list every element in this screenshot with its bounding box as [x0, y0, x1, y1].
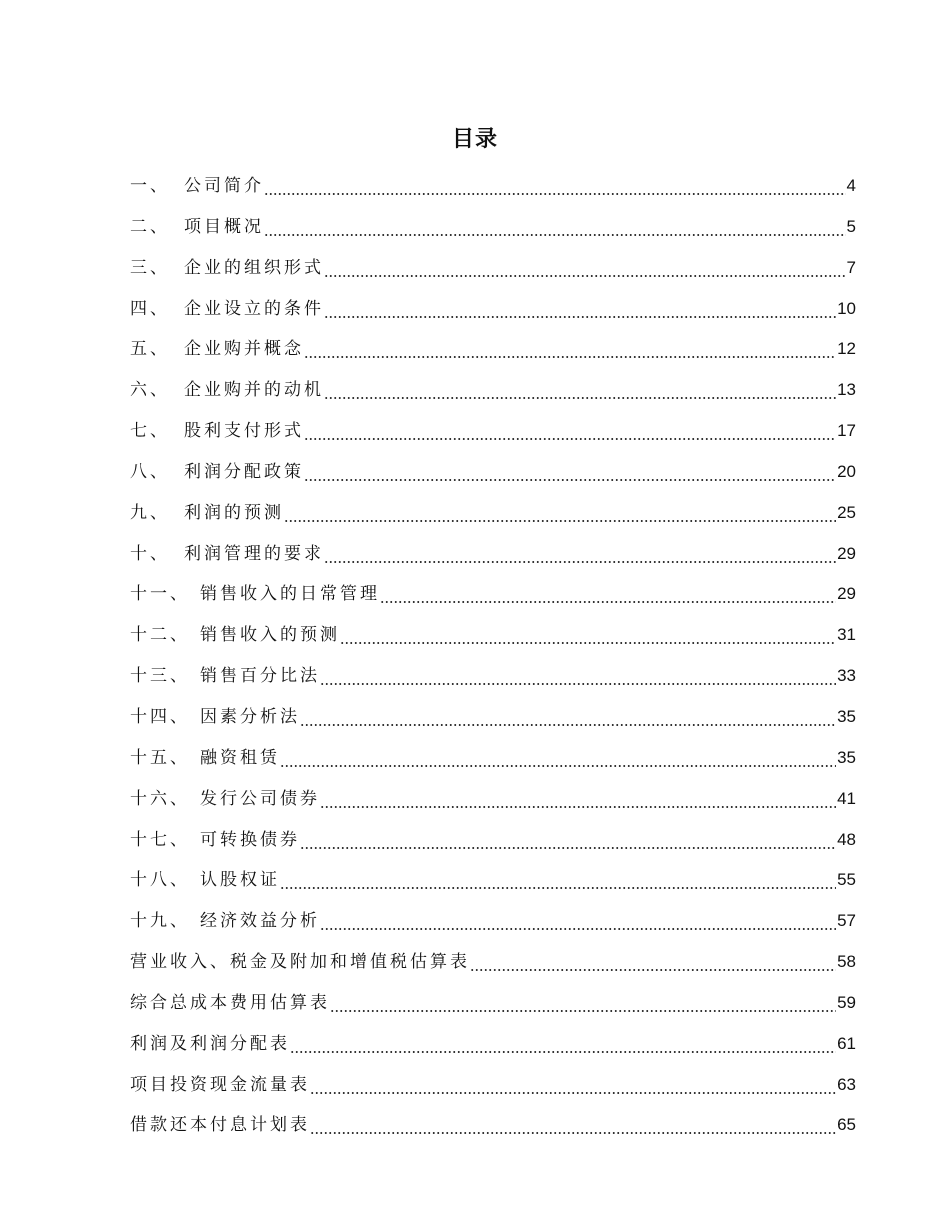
toc-entry-page-number: 25	[837, 502, 856, 522]
toc-entry-page-number: 13	[837, 380, 856, 400]
toc-entry-page-number: 29	[837, 584, 856, 604]
toc-entry-number: 十二、	[130, 625, 190, 646]
toc-dot-leader	[304, 411, 836, 452]
toc-entry-number: 十六、	[130, 788, 190, 809]
toc-entry-title: 因素分析法	[200, 706, 300, 727]
toc-dot-leader	[330, 983, 836, 1024]
toc-entry-page-number: 63	[837, 1074, 856, 1094]
toc-entry[interactable]	[130, 901, 856, 942]
toc-entry-number: 十八、	[130, 870, 190, 891]
toc-dot-leader	[324, 289, 836, 330]
toc-entry-page-number: 5	[846, 216, 856, 236]
toc-entry-page-number: 7	[846, 257, 856, 277]
toc-entry-number: 七、	[130, 421, 170, 442]
toc-entry-page-number: 20	[837, 461, 856, 481]
toc-entry[interactable]	[130, 452, 856, 493]
toc-entry-title: 销售收入的预测	[200, 625, 340, 646]
toc-entry-number: 十三、	[130, 666, 190, 687]
toc-entry[interactable]	[130, 574, 856, 615]
toc-entry-page-number: 17	[837, 421, 856, 441]
toc-entry-number: 一、	[130, 176, 170, 196]
toc-entry-title: 企业购并概念	[184, 339, 304, 360]
toc-entry[interactable]	[130, 1105, 856, 1146]
toc-entry[interactable]	[130, 411, 856, 452]
toc-dot-leader	[264, 207, 846, 248]
toc-dot-leader	[320, 656, 836, 697]
toc-entry-page-number: 31	[837, 625, 856, 645]
toc-entry[interactable]	[130, 656, 856, 697]
toc-entry-number: 四、	[130, 298, 170, 319]
toc-entry-title: 企业设立的条件	[184, 298, 324, 319]
toc-list	[130, 166, 856, 1146]
toc-entry-number: 五、	[130, 339, 170, 360]
toc-dot-leader	[310, 1065, 836, 1106]
toc-entry[interactable]	[130, 1065, 856, 1106]
toc-entry-number: 九、	[130, 502, 170, 523]
toc-entry[interactable]	[130, 166, 856, 207]
toc-entry-title: 营业收入、税金及附加和增值税估算表	[130, 952, 470, 973]
toc-dot-leader	[300, 697, 836, 738]
toc-entry-title: 销售收入的日常管理	[200, 584, 380, 605]
toc-entry[interactable]	[130, 370, 856, 411]
toc-entry-page-number: 41	[837, 788, 856, 808]
toc-entry[interactable]	[130, 738, 856, 779]
toc-entry-page-number: 33	[837, 666, 856, 686]
toc-entry-title: 项目投资现金流量表	[130, 1074, 310, 1095]
toc-dot-leader	[324, 248, 846, 289]
toc-dot-leader	[290, 1024, 836, 1065]
toc-entry-number: 十五、	[130, 747, 190, 768]
toc-dot-leader	[284, 493, 836, 534]
toc-entry[interactable]	[130, 615, 856, 656]
toc-dot-leader	[324, 370, 836, 411]
toc-dot-leader	[320, 901, 836, 942]
toc-dot-leader	[280, 860, 836, 901]
toc-dot-leader	[300, 820, 836, 861]
toc-entry[interactable]	[130, 207, 856, 248]
toc-entry-title: 企业购并的动机	[184, 380, 324, 401]
toc-entry-number: 十九、	[130, 911, 190, 932]
toc-entry-title: 股利支付形式	[184, 421, 304, 442]
toc-entry-title: 公司简介	[184, 176, 264, 196]
toc-entry-number: 十四、	[130, 706, 190, 727]
toc-entry-page-number: 29	[837, 543, 856, 563]
toc-heading: 目录	[451, 127, 498, 152]
toc-entry-number: 十、	[130, 543, 170, 564]
toc-entry[interactable]	[130, 697, 856, 738]
toc-entry-title: 项目概况	[184, 216, 264, 237]
toc-entry-number: 三、	[130, 257, 170, 278]
toc-dot-leader	[280, 738, 836, 779]
toc-entry[interactable]	[130, 534, 856, 575]
toc-entry-number: 十一、	[130, 584, 190, 605]
toc-entry-page-number: 48	[837, 829, 856, 849]
toc-dot-leader	[340, 615, 836, 656]
toc-entry-title: 综合总成本费用估算表	[130, 992, 330, 1013]
toc-entry-title: 利润及利润分配表	[130, 1033, 290, 1054]
toc-dot-leader	[264, 166, 846, 207]
toc-entry[interactable]	[130, 329, 856, 370]
toc-dot-leader	[304, 452, 836, 493]
toc-dot-leader	[324, 534, 836, 575]
toc-entry[interactable]	[130, 820, 856, 861]
toc-dot-leader	[304, 329, 836, 370]
toc-entry-title: 企业的组织形式	[184, 257, 324, 278]
toc-entry-page-number: 59	[837, 992, 856, 1012]
toc-entry[interactable]	[130, 779, 856, 820]
toc-entry-page-number: 35	[837, 706, 856, 726]
toc-dot-leader	[310, 1105, 836, 1146]
toc-entry[interactable]	[130, 289, 856, 330]
toc-entry-title: 销售百分比法	[200, 666, 320, 687]
toc-dot-leader	[320, 779, 836, 820]
toc-entry[interactable]	[130, 942, 856, 983]
toc-entry-title: 融资租赁	[200, 747, 280, 768]
toc-entry-page-number: 4	[846, 176, 856, 195]
toc-entry-page-number: 55	[837, 870, 856, 890]
toc-entry-number: 十七、	[130, 829, 190, 850]
toc-entry-title: 经济效益分析	[200, 911, 320, 932]
toc-entry-number: 六、	[130, 380, 170, 401]
toc-entry-title: 利润分配政策	[184, 461, 304, 482]
toc-dot-leader	[470, 942, 836, 983]
toc-entry[interactable]	[130, 248, 856, 289]
toc-entry[interactable]	[130, 493, 856, 534]
toc-entry-number: 二、	[130, 216, 170, 237]
toc-entry-title: 可转换债券	[200, 829, 300, 850]
toc-entry-page-number: 57	[837, 911, 856, 931]
toc-entry-page-number: 58	[837, 952, 856, 972]
toc-entry-page-number: 65	[837, 1115, 856, 1135]
toc-entry[interactable]	[130, 1024, 856, 1065]
toc-entry[interactable]	[130, 983, 856, 1024]
toc-dot-leader	[380, 574, 836, 615]
toc-entry-number: 八、	[130, 461, 170, 482]
toc-entry-page-number: 61	[837, 1033, 856, 1053]
toc-entry-title: 发行公司债券	[200, 788, 320, 809]
toc-entry-page-number: 35	[837, 747, 856, 767]
toc-entry-title: 借款还本付息计划表	[130, 1115, 310, 1136]
toc-entry[interactable]	[130, 860, 856, 901]
toc-entry-title: 利润的预测	[184, 502, 284, 523]
toc-entry-title: 利润管理的要求	[184, 543, 324, 564]
toc-entry-title: 认股权证	[200, 870, 280, 891]
toc-entry-page-number: 10	[837, 298, 856, 318]
toc-entry-page-number: 12	[837, 339, 856, 359]
